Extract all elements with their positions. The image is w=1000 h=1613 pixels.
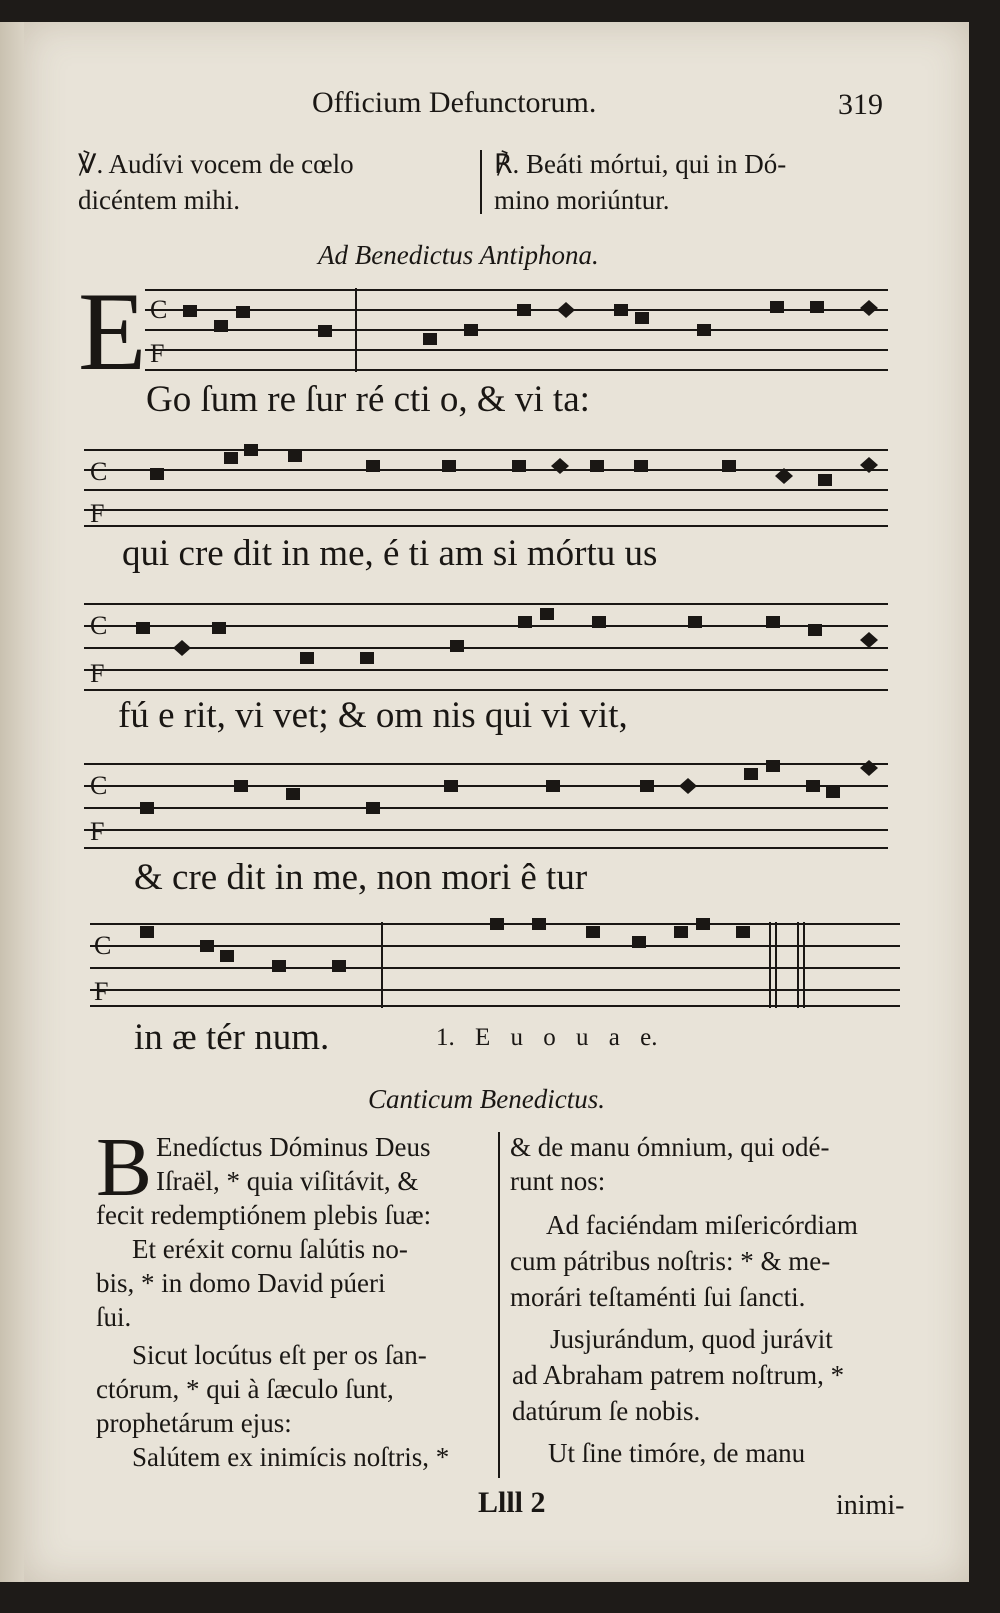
antiphon-title: Ad Benedictus Antiphona. — [318, 240, 599, 270]
staff-5 — [90, 922, 900, 1008]
canticle-right-9: Ut ſine timóre, de manu — [548, 1438, 806, 1468]
svg-text:C: C — [94, 931, 112, 960]
lyric-line-1: Go ſum re ſur ré cti o, & vi ta: — [146, 379, 590, 420]
staff-3-notes — [136, 608, 878, 664]
signature-mark: Llll 2 — [478, 1486, 546, 1519]
staff-2 — [84, 450, 888, 526]
staff-1-notes — [183, 300, 878, 345]
versicle-left-2: dicéntem mihi. — [78, 185, 240, 215]
canticle-left-3: fecit redemptiónem plebis ſuæ: — [96, 1200, 432, 1230]
lyric-line-4: & cre dit in me, non mori ê tur — [134, 857, 588, 898]
staff-1 — [145, 288, 888, 372]
canticle-right-6: Jusjurándum, quod jurávit — [550, 1324, 833, 1354]
canticle-column-divider — [498, 1132, 500, 1478]
svg-text:F: F — [150, 339, 165, 368]
running-header: Officium Defunctorum. — [312, 86, 597, 119]
canticle-right-3: Ad faciéndam miſericórdiam — [546, 1210, 858, 1240]
canticle-right-5: morári teſtaménti ſui ſancti. — [510, 1282, 806, 1312]
svg-text:F: F — [90, 817, 105, 846]
versicle-left-1: ℣. Audívi vocem de cœlo — [78, 149, 354, 179]
canticle-left-8: ctórum, * qui à ſæculo ſunt, — [96, 1374, 394, 1404]
canticle-dropcap: B — [96, 1121, 153, 1214]
canticle-left-10: Salútem ex inimícis noſtris, * — [132, 1442, 450, 1472]
lyric-line-2: qui cre dit in me, é ti am si mórtu us — [122, 533, 658, 574]
canticle-right-1: & de manu ómnium, qui odé- — [510, 1132, 830, 1162]
response-line-1: ℟. Beáti mórtui, qui in Dó- — [494, 149, 787, 179]
svg-text:F: F — [94, 977, 109, 1006]
canticle-left-6: ſui. — [96, 1302, 132, 1332]
canticle-title: Canticum Benedictus. — [368, 1084, 605, 1114]
catchword: inimi- — [836, 1490, 905, 1521]
svg-text:C: C — [90, 611, 108, 640]
svg-text:F: F — [90, 499, 105, 528]
canticle-left-5: bis, * in domo David púeri — [96, 1268, 386, 1298]
canticle-right-2: runt nos: — [510, 1166, 606, 1196]
canticle-left-9: prophetárum ejus: — [96, 1408, 292, 1438]
svg-text:C: C — [90, 771, 108, 800]
euouae-tone: 1. E u o u a e. — [436, 1024, 658, 1051]
canticle-right-8: datúrum ſe nobis. — [512, 1396, 701, 1426]
page-number: 319 — [838, 88, 883, 121]
canticle-right-4: cum pátribus noſtris: * & me- — [510, 1246, 831, 1276]
canticle-left-4: Et eréxit cornu ſalútis no- — [132, 1234, 408, 1264]
response-line-2: mino moriúntur. — [494, 185, 670, 215]
svg-text:C: C — [150, 295, 168, 324]
canticle-left-7: Sicut locútus eſt per os ſan- — [132, 1340, 427, 1370]
canticle-left-2: Iſraël, * quia viſitávit, & — [156, 1166, 419, 1196]
canticle-right-7: ad Abraham patrem noſtrum, * — [512, 1360, 845, 1390]
canticle-left-1: Enedíctus Dóminus Deus — [156, 1132, 431, 1162]
staff-4 — [84, 764, 888, 848]
chant-initial: E — [78, 270, 147, 394]
lyric-line-5: in æ tér num. — [134, 1017, 330, 1058]
svg-text:C: C — [90, 457, 108, 486]
svg-text:F: F — [90, 659, 105, 688]
lyric-line-3: fú e rit, vi vet; & om nis qui vi vit, — [118, 695, 628, 736]
